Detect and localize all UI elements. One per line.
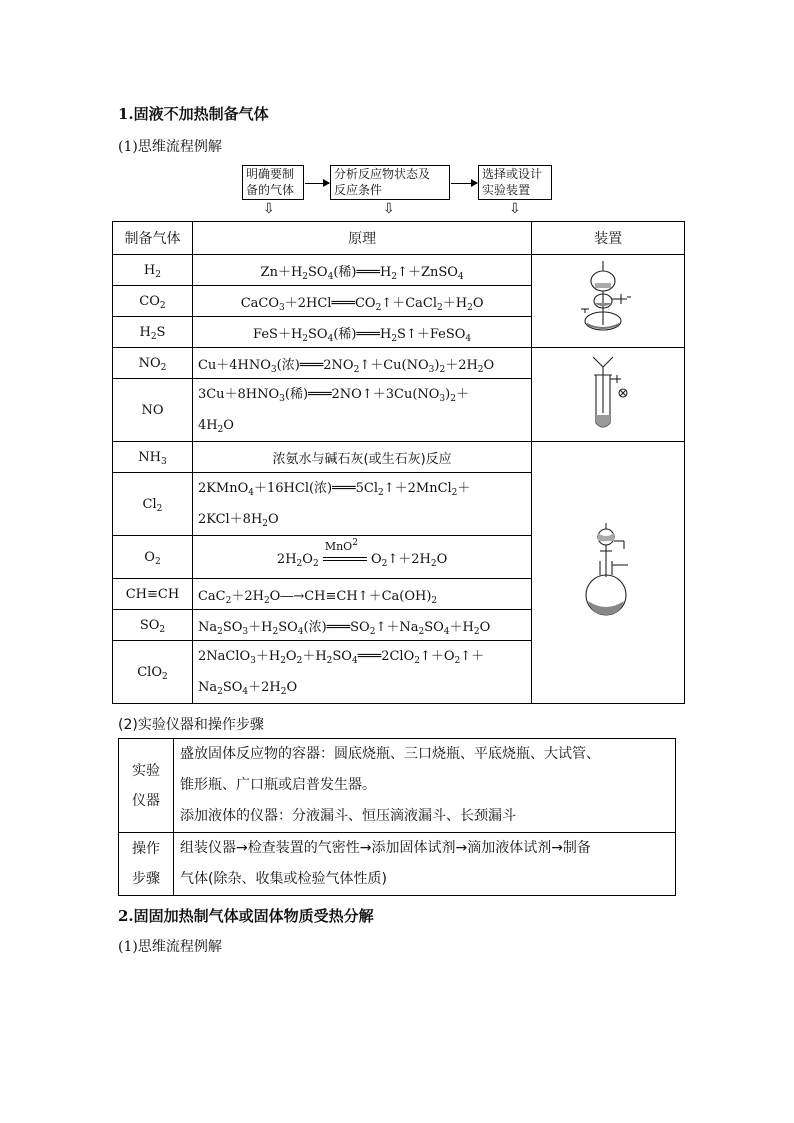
steps-line-2: 气体(除杂、收集或检验气体性质) [180,871,387,887]
steps-line-1: 组装仪器→检查装置的气密性→添加固体试剂→滴加液体试剂→制备 [180,840,591,856]
header-principle: 原理 [192,222,531,255]
gas-cell: $CO_2$ [113,286,193,317]
catalyst-label: MnO$^2$ [324,538,358,553]
table-row-instruments [119,739,676,833]
section1-subheading-flow: (1)思维流程例解 [118,139,222,155]
catalyst-equals-sign [323,538,367,566]
principle-cell [192,473,531,536]
gas-cell: $H_2$ [113,255,193,286]
principle-cell [192,641,531,704]
steps-label: 操作 步骤 [119,833,174,896]
principle-cell [192,379,531,442]
gas-preparation-table [112,221,685,704]
steps-content [174,833,676,896]
apparatus-kipp-generator [532,255,685,348]
principle-line-1: 2KMnO$_4$＋16HCl(浓)$═══5Cl_2↑+2MnCl_2+$ [197,481,471,498]
kipp-generator-icon [573,259,643,339]
flow-box-3-line2: 实验装置 [482,183,531,197]
apparatus-flask-funnel [532,442,685,704]
table-row-no2 [113,348,685,379]
principle-line-2: $Na_2SO_4+2H_2O$ [197,680,298,697]
gas-cell: $Cl_2$ [113,473,193,536]
gas-cell: CH≡CH [113,579,193,610]
principle-cell: $Na_2SO_3+H_2SO_4$(浓)$═══SO_2↑+Na_2SO_4+H_2O$ [192,610,531,641]
table-row-h2 [113,255,685,286]
apparatus-test-tube [532,348,685,442]
principle-cell: $Cu+4HNO_3$(浓)$═══2NO_2↑+Cu(NO_3)_2+2H_2O$ [192,348,531,379]
gas-cell: $O_2$ [113,536,193,579]
flow-box-2-line1: 分析反应物状态及 [334,167,431,181]
instruments-line-3: 添加液体的仪器：分液漏斗、恒压滴液漏斗、长颈漏斗 [180,808,516,824]
principle-line-2: $2KCl+8H_2O$ [197,512,279,529]
gas-cell: $NO_2$ [113,348,193,379]
principle-cell: $2H_2O_2$ MnO$^2$ $O_2↑+2H_2O$ [192,536,531,579]
flow-arrow-2 [451,183,477,184]
gas-cell: $NH_3$ [113,442,193,473]
section2-heading: 2.固固加热制气体或固体物质受热分解 [118,907,374,925]
gas-cell: $H_2S$ [113,317,193,348]
down-arrow-icon: ⇩ [263,201,275,217]
flow-box-2-line2: 反应条件 [334,183,383,197]
section2-subheading-flow: (1)思维流程例解 [118,939,222,955]
table-row-nh3 [113,442,685,473]
flow-box-1-line2: 备的气体 [246,183,295,197]
table-header-row [113,222,685,255]
principle-line-1: $2NaClO_3+H_2O_2+H_2SO_4═══2ClO_2↑+O_2↑+$ [197,649,485,666]
table-row-steps [119,833,676,896]
flow-arrow-1 [305,183,329,184]
principle-cell: $Zn+H_2SO_4$(稀)$═══H_2↑+ZnSO_4$ [192,255,531,286]
header-apparatus: 装置 [532,222,685,255]
principle-line-2: $4H_2O$ [197,418,234,435]
test-tube-funnel-icon [583,353,633,433]
flow-box-3 [478,165,552,200]
down-arrow-icon: ⇩ [509,201,521,217]
instruments-label: 实验 仪器 [119,739,174,833]
section1-subheading-instruments: (2)实验仪器和操作步骤 [118,717,264,733]
instruments-steps-table [118,738,676,896]
flow-box-3-line1: 选择或设计 [482,167,543,181]
section1-heading: 1.固液不加热制备气体 [118,105,269,123]
down-arrow-icon: ⇩ [383,201,395,217]
flow-box-1 [242,165,304,200]
round-flask-funnel-icon [578,521,638,621]
principle-cell: $CaC_2+2H_2O―\to CH\equiv CH↑+Ca(OH)_2$ [192,579,531,610]
gas-cell: $SO_2$ [113,610,193,641]
principle-cell: 浓氨水与碱石灰(或生石灰)反应 [192,442,531,473]
header-gas: 制备气体 [113,222,193,255]
principle-cell: $FeS+H_2SO_4$(稀)$═══H_2S↑+FeSO_4$ [192,317,531,348]
principle-cell: $CaCO_3+2HCl═══CO_2↑+CaCl_2+H_2O$ [192,286,531,317]
gas-cell: NO [113,379,193,442]
flow-box-1-line1: 明确要制 [246,167,295,181]
gas-cell: ClO$_2$ [113,641,193,704]
instruments-content [174,739,676,833]
instruments-line-1: 盛放固体反应物的容器：圆底烧瓶、三口烧瓶、平底烧瓶、大试管、 [180,746,600,762]
flow-box-2 [330,165,450,200]
instruments-line-2: 锥形瓶、广口瓶或启普发生器。 [180,777,376,793]
principle-line-1: $3Cu+8HNO_3$(稀)$═══2NO↑+3Cu(NO_3)_2+$ [197,387,469,404]
